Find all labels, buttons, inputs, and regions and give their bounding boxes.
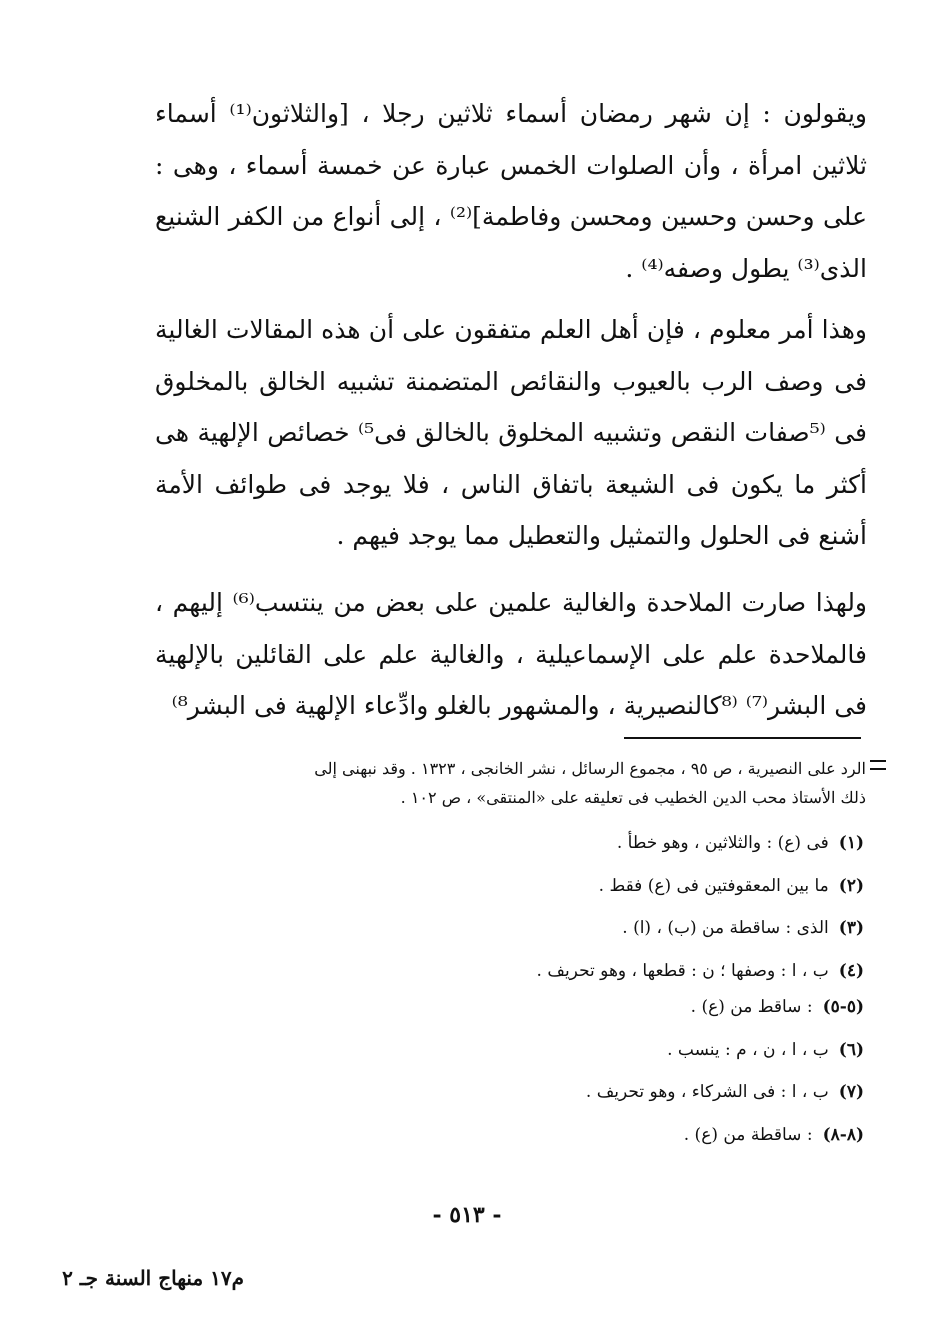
footnote-1 [344, 830, 864, 856]
footnote-continuation-line-1: الرد على النصيرية ، ص ٩٥ ، مجموع الرسائل ، نشر الخانجى ، ١٣٢٣ . وقد نبهنى إلى [314, 759, 866, 778]
page-number: - ٥١٣ - [432, 1202, 502, 1228]
footnote-number: (٦) [838, 1040, 864, 1060]
footnote-text: ب ، ا ، ن ، م : ينسب . [667, 1040, 829, 1060]
footnote-text: ب ، ا : وصفها ؛ ن : قطعها ، وهو تحريف . [536, 961, 829, 981]
footnote-2 [344, 873, 864, 899]
paragraph-3: ولهذا صارت الملاحدة والغالية علمين على بعض من ينتسب⁽⁶⁾ إليهم ، فالملاحدة علم على الإسماعيلية ، والغالية علم على القائلين بالإلهية فى البشر⁽⁷⁾ ⁽⁸كالنصيرية ، والمشهور بالغلو وادِّعاء الإلهية فى البشر⁸⁾ [155, 588, 868, 720]
footnote-separator [624, 737, 861, 739]
footnote-5-5 [344, 994, 864, 1020]
footnote-text: ما بين المعقوفتين فى (ع) فقط . [598, 876, 829, 896]
footnote-text: الذى : ساقطة من (ب) ، (ا) . [622, 918, 829, 938]
footnote-text: ب ، ا : فى الشركاء ، وهو تحريف . [585, 1082, 829, 1102]
footnote-8-8 [344, 1122, 864, 1148]
footnote-number: (٥-٥) [822, 997, 864, 1017]
footnote-text: فى (ع) : والثلاثين ، وهو خطأ . [616, 833, 829, 853]
footnote-number: (٧) [838, 1082, 864, 1102]
footnote-3 [344, 915, 864, 941]
footnote-number: (٨-٨) [822, 1125, 864, 1145]
footnote-number: (٤) [838, 961, 864, 981]
footnote-4 [344, 958, 864, 984]
footnote-number: (٣) [838, 918, 864, 938]
footnote-continuation-line-2: ذلك الأستاذ محب الدين الخطيب فى تعليقه على «المنتقى» ، ص ١٠٢ . [400, 788, 866, 807]
footnote-text: : ساقطة من (ع) . [683, 1125, 813, 1145]
paragraph-2: وهذا أمر معلوم ، فإن أهل العلم متفقون على أن هذه المقالات الغالية فى وصف الرب بالعيوب والنقائص المتضمنة تشبيه الخالق بالمخلوق فى ⁽⁵صفات النقص وتشبيه المخلوق بالخالق فى⁵⁾ خصائص الإلهية هى أكثر ما يكون فى الشيعة باتفاق الناس ، فلا يوجد فى طوائف الأمة أشنع فى الحلول والتمثيل والتعطيل مما يوجد فيهم . [155, 315, 867, 550]
footnote-7 [344, 1079, 864, 1105]
continuation-marker [870, 760, 886, 770]
footnote-text: : ساقط من (ع) . [690, 997, 813, 1017]
footnote-number: (١) [838, 833, 864, 853]
printer-signature: م١٧ منهاج السنة جـ ٢ [62, 1266, 244, 1290]
footnote-number: (٢) [838, 876, 864, 896]
paragraph-1: ويقولون : إن شهر رمضان أسماء ثلاثين رجلا ، [والثلاثون⁽¹⁾ أسماء ثلاثين امرأة ، وأن الصلوات الخمس عبارة عن خمسة أسماء ، وهى : على وحسن وحسين ومحسن وفاطمة]⁽²⁾ ، إلى أنواع من الكفر الشنيع الذى⁽³⁾ يطول وصفه⁽⁴⁾ . [155, 99, 867, 283]
footnote-6 [344, 1037, 864, 1063]
